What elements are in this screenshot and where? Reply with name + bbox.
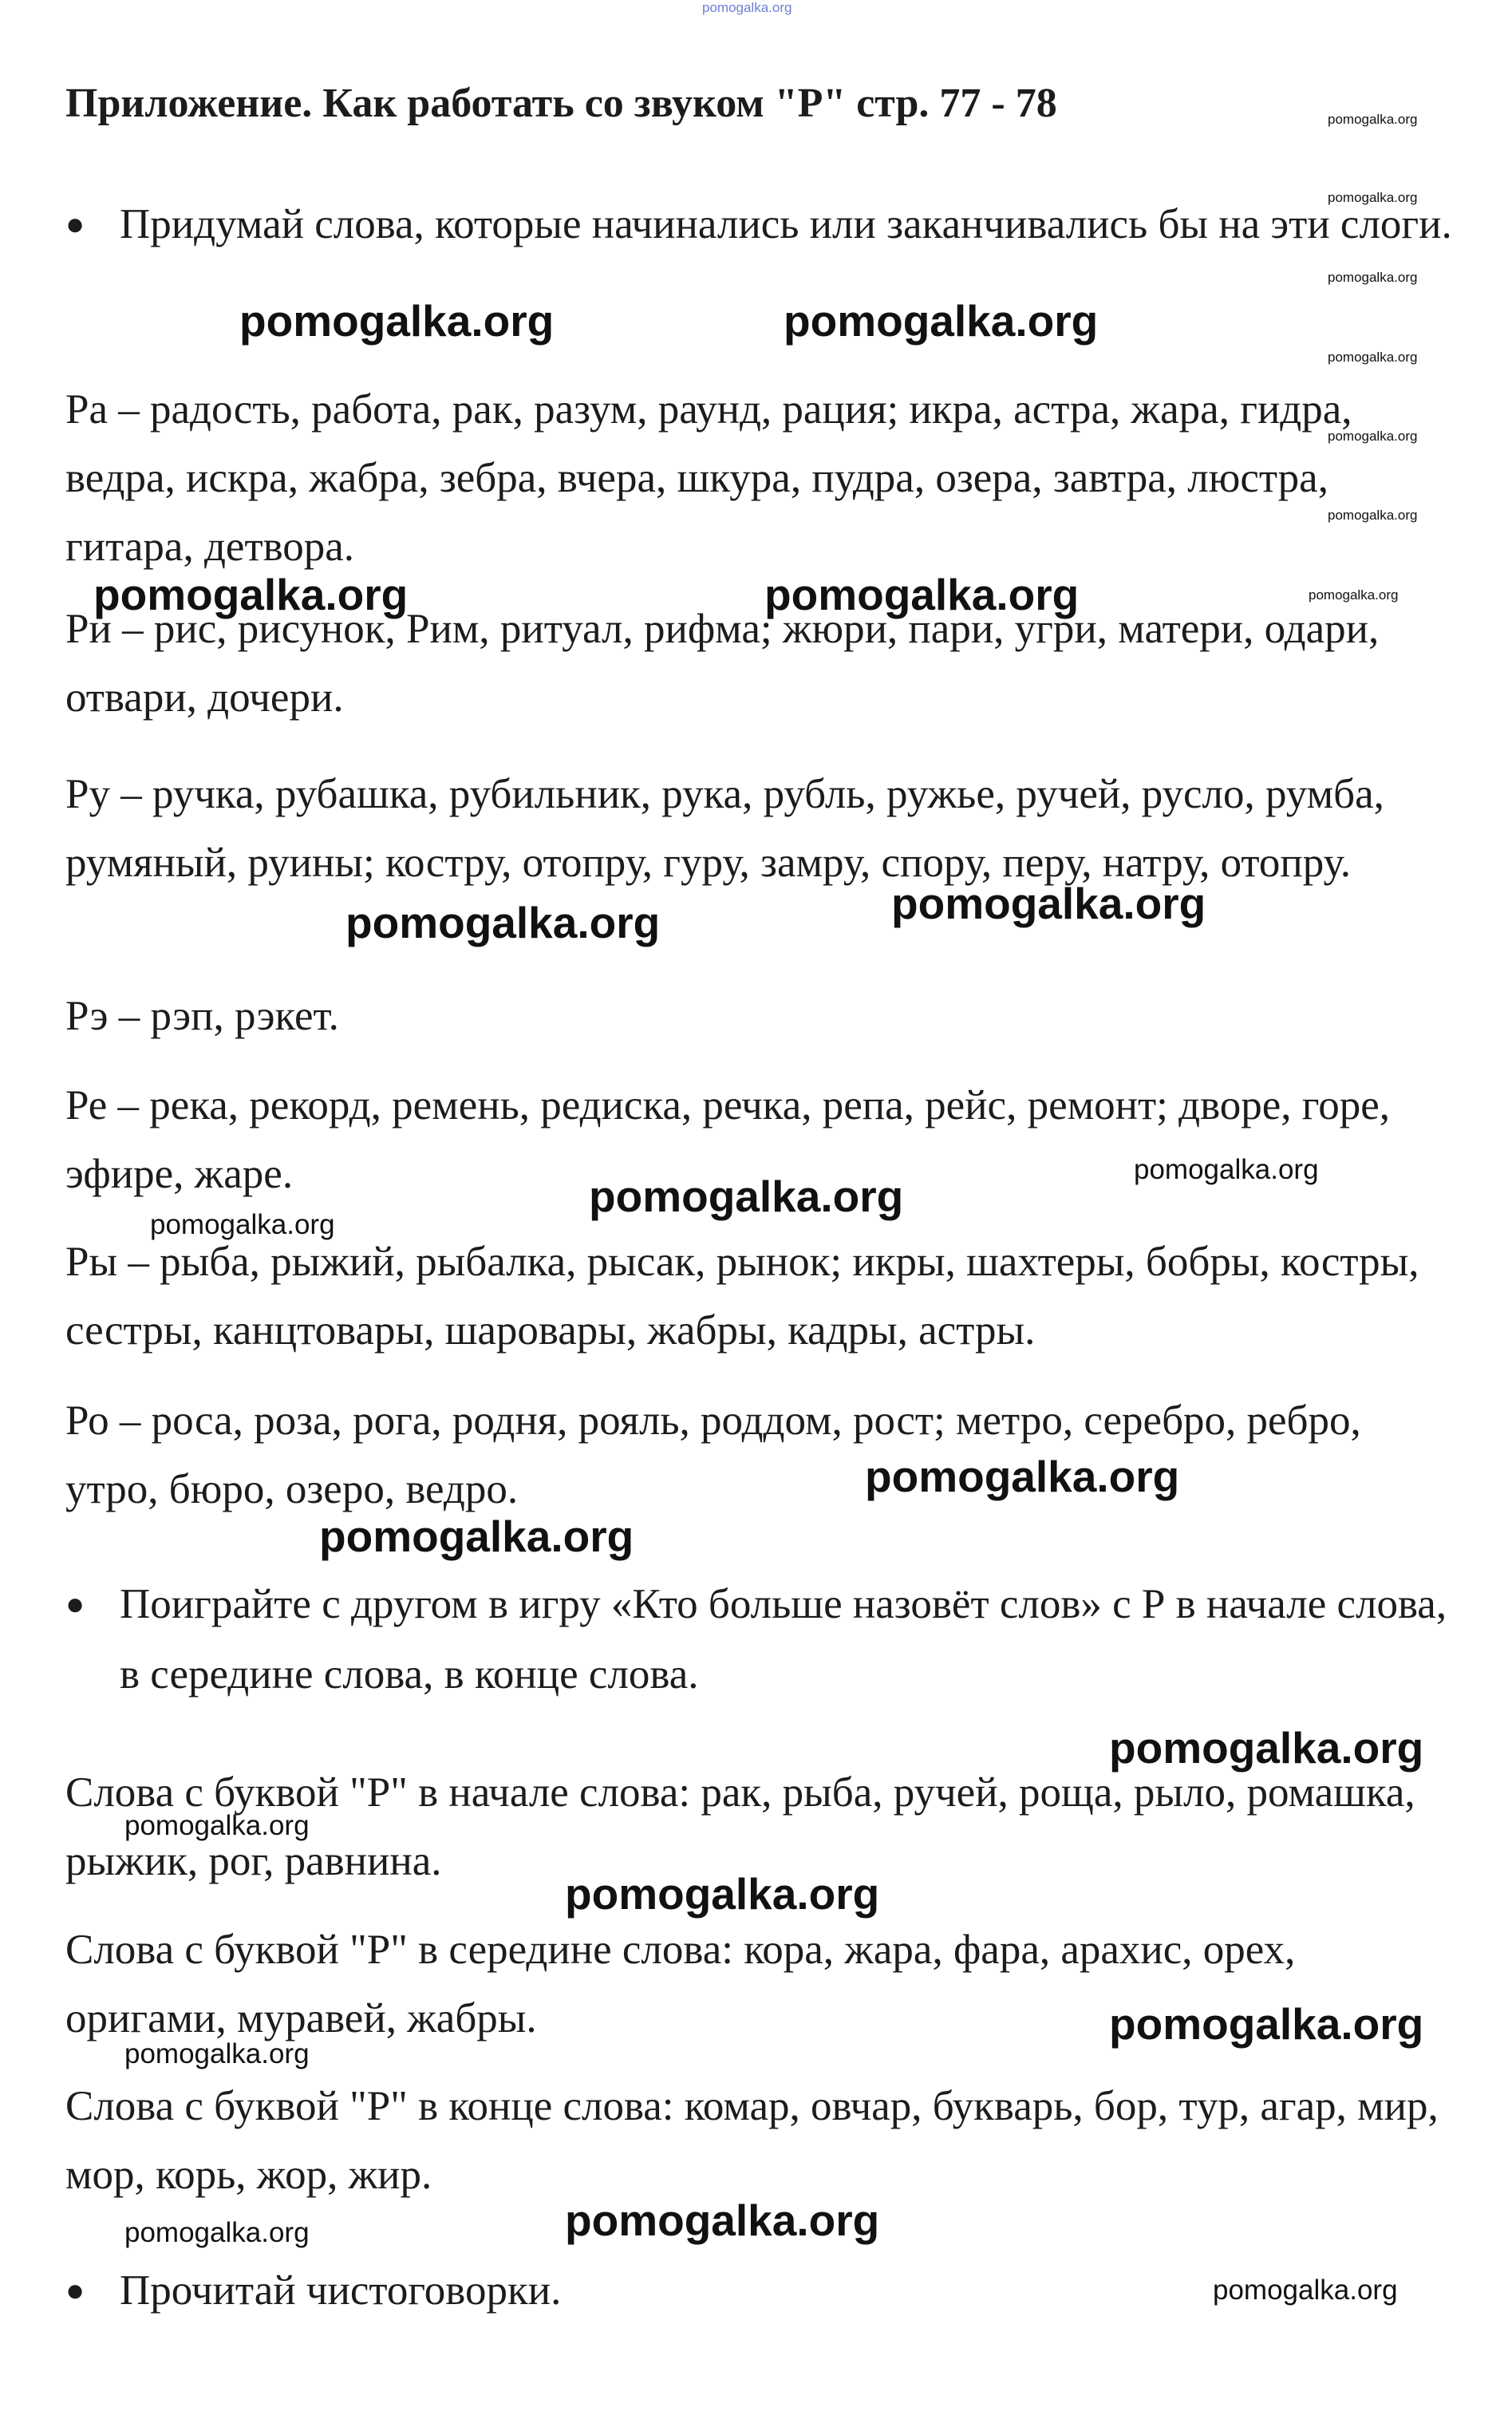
watermark-large: pomogalka.org	[589, 1172, 904, 1221]
watermark-large: pomogalka.org	[239, 296, 555, 346]
watermark-small: pomogalka.org	[1328, 429, 1418, 444]
watermark-large: pomogalka.org	[891, 879, 1206, 928]
watermark-small: pomogalka.org	[1328, 350, 1418, 365]
syllable-ra: Ра – радость, работа, рак, разум, раунд, рация; икра, астра, жара, гидра, ведра, искра, жабра, зебра, вчера, шкура, пудра, озера, завтра, люстра, гитара, детвора.	[65, 386, 1352, 570]
watermark-large: pomogalka.org	[1109, 1723, 1424, 1773]
words-middle: Слова с буквой "Р" в середине слова: кора, жара, фара, арахис, орех, оригами, муравей, жабры.	[65, 1927, 1296, 2041]
watermark-medium: pomogalka.org	[1213, 2275, 1398, 2306]
watermark-medium: pomogalka.org	[124, 1810, 310, 1841]
watermark-large: pomogalka.org	[865, 1452, 1180, 1501]
task-text-2: Поиграйте с другом в игру «Кто больше назовёт слов» с Р в начале слова, в середине слова, в конце слова.	[120, 1581, 1447, 1698]
syllable-re: Ре – река, рекорд, ремень, редиска, речка, репа, рейс, ремонт; дворе, горе, эфире, жаре.	[65, 1082, 1390, 1197]
page-title: Приложение. Как работать со звуком "Р" стр. 77 - 78	[65, 81, 1057, 126]
bullet-dot-icon: ●	[65, 2272, 85, 2308]
watermark-large: pomogalka.org	[345, 898, 661, 947]
watermark-small: pomogalka.org	[1328, 270, 1418, 285]
watermark-small: pomogalka.org	[1328, 112, 1418, 127]
watermark-small: pomogalka.org	[1328, 190, 1418, 205]
watermark-medium: pomogalka.org	[150, 1209, 335, 1240]
watermark-top: pomogalka.org	[702, 0, 792, 15]
watermark-large: pomogalka.org	[565, 2196, 880, 2245]
syllable-ro: Ро – роса, роза, рога, родня, рояль, роддом, рост; метро, серебро, ребро, утро, бюро, озеро, ведро.	[65, 1397, 1361, 1512]
watermark-large: pomogalka.org	[565, 1869, 880, 1919]
syllable-ry: Ры – рыба, рыжий, рыбалка, рысак, рынок; икры, шахтеры, бобры, костры, сестры, канцтовары, шаровары, жабры, кадры, астры.	[65, 1239, 1419, 1354]
watermark-medium: pomogalka.org	[1134, 1154, 1319, 1185]
syllable-ru: Ру – ручка, рубашка, рубильник, рука, рубль, ружье, ручей, русло, румба, румяный, руины; костру, отопру, гуру, замру, спору, перу, натру, отопру.	[65, 771, 1384, 886]
watermark-large: pomogalka.org	[1109, 1999, 1424, 2049]
watermark-medium: pomogalka.org	[124, 2038, 310, 2069]
watermark-large: pomogalka.org	[319, 1512, 634, 1561]
syllable-re-e: Рэ – рэп, рэкет.	[65, 993, 339, 1039]
task-bullet-2	[65, 1569, 1454, 1709]
bullet-dot-icon: ●	[65, 206, 85, 242]
watermark-medium: pomogalka.org	[124, 2217, 310, 2248]
task-text-1: Придумай слова, которые начинались или заканчивались бы на эти слоги.	[120, 201, 1452, 247]
watermark-small: pomogalka.org	[1328, 508, 1418, 523]
bullet-dot-icon: ●	[65, 1586, 85, 1622]
watermark-large: pomogalka.org	[764, 570, 1080, 619]
syllable-ri: Ри – рис, рисунок, Рим, ритуал, рифма; жюри, пари, угри, матери, одари, отвари, дочери.	[65, 606, 1380, 721]
task-bullet-1	[65, 189, 1454, 259]
words-end: Слова с буквой "Р" в конце слова: комар, овчар, букварь, бор, тур, агар, мир, мор, корь, жор, жир.	[65, 2083, 1439, 2198]
task-text-3: Прочитай чистоговорки.	[120, 2267, 562, 2314]
watermark-small: pomogalka.org	[1309, 587, 1399, 603]
watermark-large: pomogalka.org	[93, 570, 409, 619]
watermark-large: pomogalka.org	[784, 296, 1099, 346]
words-start: Слова с буквой "Р" в начале слова: рак, рыба, ручей, роща, рыло, ромашка, рыжик, рог, равнина.	[65, 1769, 1415, 1884]
